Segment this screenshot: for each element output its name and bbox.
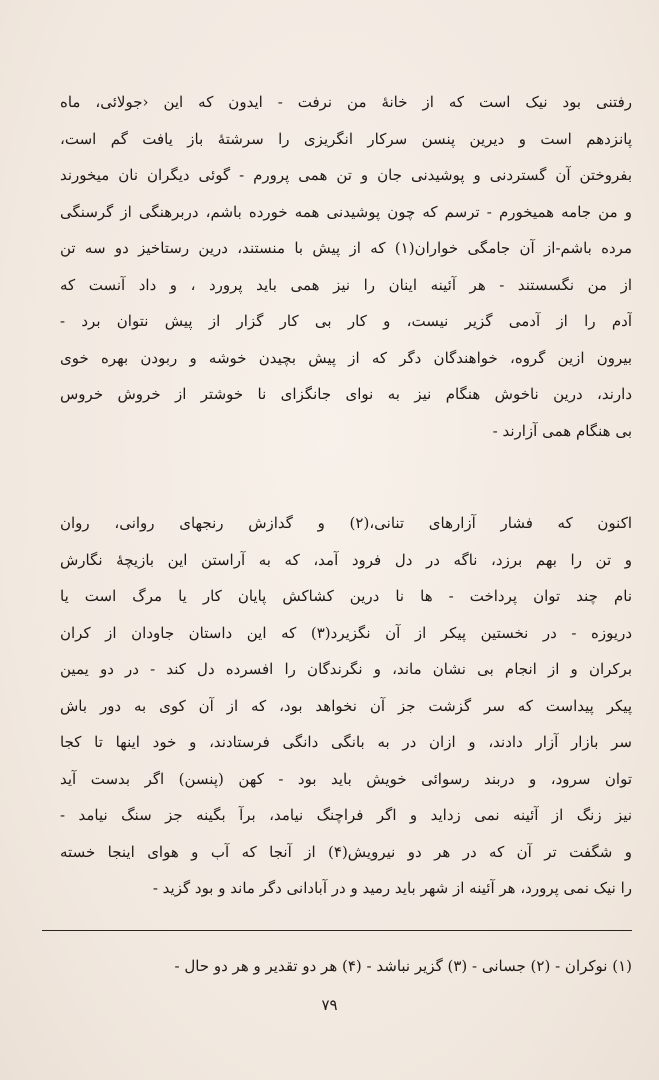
paragraph-2 [60,505,632,907]
text-line: پانزدهم است و دیرین پنسن سرکار انگریزی را سرشتهٔ باز یافت گم است، [60,129,632,148]
text-line: و من جامه همیخورم - ترسم که چون پوشیدنی همه خورده باشم، دربرهنگی از گرسنگی [60,202,632,221]
text-line: برکران و از انجام بی نشان ماند، و نگرندگان را افسرده دل کند - در دو یمین [60,660,632,678]
text-line: دریوزه - در نخستین پیکر از آن نگزیرد(۳) که این داستان جاودان از کران [60,623,632,642]
text-line: را نیک نمی پرورد، هر آئینه از شهر باید رمید و در آبادانی دگر ماند و بود گزید - [152,879,632,897]
text-line: اکنون که فشار آزارهای تنانی،(۲) و گدازش رنجهای روانی، روان [60,514,632,532]
text-line: بی هنگام همی آزارند - [492,421,632,440]
text-line: بیرون ازین گروه، خواهندگان دگر که از پیش بچیدن خوشه و ربودن بهره خوی [60,348,632,367]
text-line: توان سرود، و دربند رسوائی خویش باید بود - کهن (پنسن) اگر بدست آید [60,769,632,788]
text-line: سر بازار آزار دادند، و ازان در به بانگی دانگی فرستادند، و خود اینها تا کجا [60,733,632,751]
text-line: بفروختن آن گستردنی و پوشیدنی جان و تن همی پرورم - گوئی دیگران نان میخورند [60,166,632,184]
footnote-divider [42,930,632,931]
text-line: از من نگسستند - هر آئینه اینان را نیز همی باید پرورد ، و داد آنست که [60,275,632,294]
text-line: و شگفت تر آن که در هر دو نیرویش(۴) از آنجا که آب و هوای اینجا خسته [60,842,632,861]
text-line: آدم را از آدمی گزیر نیست، و کار بی کار گزار از پیش نتوان برد - [60,312,632,330]
text-line: مرده باشم-از آن جامگی خواران(۱) که از پیش با منستند، درین رستاخیز دو سه تن [60,239,632,257]
footnotes: (۱) نوکران - (۲) جسانی - (۳) گزیر نباشد - (۴) هر دو تقدیر و هر دو حال - [174,957,632,975]
text-line: نام چند توان پرداخت - ها نا درین کشاکش پایان کار یا مرگ است یا [60,587,632,605]
text-line: نیز زنگ از آئینه نمی زداید و اگر فراچنگ نیامد، برآ بگینه جز سنگ نیامد - [60,806,632,824]
text-line: دارند، درین ناخوش هنگام نیز به نوای جانگزای نا خوشتر از خروش خروس [60,385,632,403]
text-line: رفتنی بود نیک است که از خانهٔ من نرفت - ایدون که این ‹جولائی، ماه [60,93,632,111]
paragraph-1 [60,84,632,449]
page-number: ۷۹ [321,996,338,1014]
text-line: پیکر پیداست که سر گزشت جز آن نخواهد بود، که از آن کوی به دور باش [60,696,632,715]
text-line: و تن را بهم برزد، ناگه در دل فرود آمد، که به آراستن این بازیچهٔ نگارش [60,550,632,569]
